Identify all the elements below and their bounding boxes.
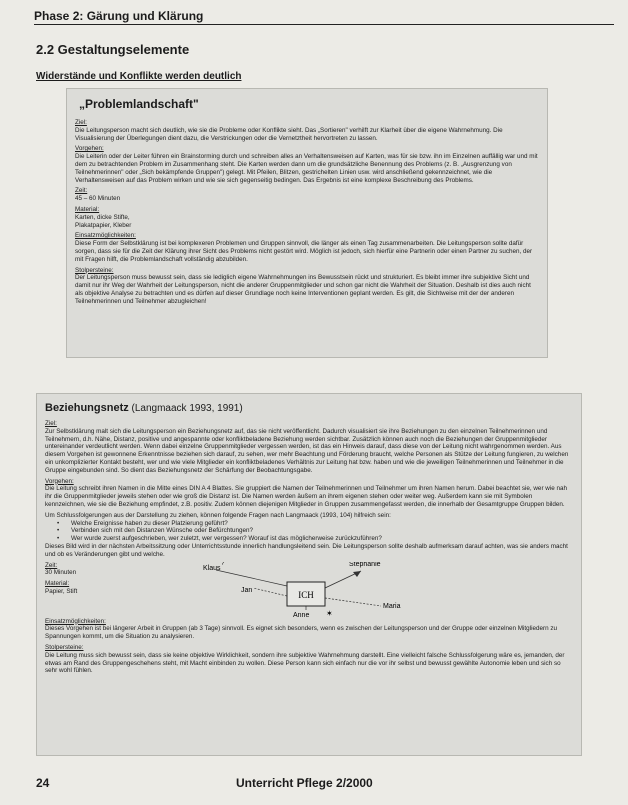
box-title: „Problemlandschaft" — [79, 97, 199, 111]
material-line: Plakatpapier, Kleber — [75, 221, 132, 229]
block-text: 30 Minuten — [45, 569, 77, 577]
block-heading: Zeit: — [75, 187, 88, 195]
block-heading: Einsatzmöglichkeiten: — [75, 232, 136, 240]
list-item: • Wer wurde zuerst aufgeschrieben, wer zuletzt, wer vergessen? Worauf ist das möglicherweise zurückzuführen? — [57, 535, 573, 543]
node-label: Maria — [383, 602, 401, 610]
material-block — [45, 580, 165, 596]
page-number: 24 — [36, 776, 50, 790]
block-text: Papier, Stift — [45, 587, 78, 595]
diagram-svg — [181, 562, 431, 618]
list-item: • Welche Ereignisse haben zu dieser Platzierung geführt? — [57, 520, 573, 528]
questions-block — [45, 512, 573, 559]
block-text: Die Leitung schreibt ihren Namen in die Mitte eines DIN A 4 Blattes. Sie gruppiert die Namen der Teilnehmerinnen und Teilnehmer um ihren Namen herum. Dabei beachtet sie, wer wie nah ihr die Gruppenmitglieder jeweils stehen oder wie groß die Distanz ist. Die Namen werden äußern an ihrem eigenen stehen oder weiter weg. Außerdem kann sie mit Symbolen kennzeichnen, wie sie die Beziehung empfindet, z.B. positiv. Zudem können diejenigen Mitglieder in Gruppen zusammengefasst werden, die innerhalb der Gesamtgruppe Gruppen bilden. — [45, 485, 567, 508]
questions-intro: Um Schlussfolgerungen aus der Darstellung zu ziehen, können folgende Fragen nach Langmaack (1993, 104) hilfreich sein: — [45, 511, 391, 519]
vorgehen-block — [75, 145, 539, 184]
block-heading: Einsatzmöglichkeiten: — [45, 617, 106, 625]
block-heading: Vorgehen: — [75, 145, 104, 153]
box-beziehungsnetz — [36, 393, 582, 756]
diagram-question-mark: ? — [221, 561, 225, 567]
material-line: Karten, dicke Stifte, — [75, 213, 130, 221]
section-title: 2.2 Gestaltungselemente — [36, 42, 190, 57]
zeit-block — [75, 187, 539, 203]
block-text: Diese Form der Selbstklärung ist bei komplexeren Problemen und Gruppen sinnvoll, die länger als einen Tag zusammenarbeiten. Die Leitungsperson sollte dafür sorgen, dass sie für die Zeit der Klärung ihrer Sicht des Problems nicht gestört wird. Möglich ist jedoch, sich hierfür eine Partnerin oder einen Partner zu suchen, der mit Fragen hilft, die Problemlandschaft vollständig abzubilden. — [75, 240, 533, 263]
block-heading: Material: — [45, 580, 70, 588]
page-header: Phase 2: Gärung und Klärung — [34, 9, 614, 25]
diagram-row — [45, 562, 573, 618]
subsection-title: Widerstände und Konflikte werden deutlich — [36, 71, 242, 82]
ziel-block — [45, 420, 573, 475]
journal-name: Unterricht Pflege 2/2000 — [236, 776, 373, 790]
link-klaus — [216, 570, 287, 586]
block-heading: Zeit: — [45, 561, 58, 569]
lightning-icon: ✶ — [326, 608, 333, 618]
ich-label: ICH — [298, 589, 314, 600]
block-heading: Material: — [75, 205, 100, 213]
block-text: Die Leitung muss sich bewusst sein, dass sie keine objektive Wirklichkeit, sondern ihre subjektive Wahrnehmung darstellt. Eine vielleicht falsche Schlussfolgerung wäre es, jemanden, der etwas am Rand des Gruppengeschehens steht, mit Macht einbinden zu wollen. Diese Person kann sich einfach nur die vor ihr selbst und bewusst gewählte Autonomie leben und sich so sehr wohl fühlen. — [45, 651, 565, 675]
node-label: Jan — [241, 586, 253, 594]
block-heading: Vorgehen: — [45, 477, 74, 485]
einsatz-block — [45, 618, 573, 641]
diagram-left-info — [45, 562, 165, 599]
box-title: Beziehungsnetz — [45, 402, 129, 414]
link-jan — [253, 588, 287, 596]
block-text: Zur Selbstklärung malt sich die Leitungsperson ein Beziehungsnetz auf, das sie nicht veröffentlicht. Dadurch visualisiert sie ihre Beziehungen zu den einzelnen Teilnehmerinnen und Teilnehmern, d.h. Nähe, Distanz, positive und angespannte oder konfliktbeladene Beziehung werden sichtbar. Zusätzlich können auch noch die Beziehungen der Gruppenmitglieder untereinander verdeutlicht werden. Wenn dabei einzelne Gruppenmitglieder vergessen werden, ist das ein Hinweis darauf, dass diese von der Leitung nicht wahrgenommen werden. Aus diesem Vorgehen ist gewonnene Erkenntnisse beziehen sich darauf, zu sehen, wer mehr Beachtung und Förderung braucht, welche Personen als Stütze der Leitung fungieren, zu welchen ein unkomplizierter Kontakt besteht, wer und wie viele Mitglieder ein konfliktbeladenes Verhältnis zur Leitung hat bzw. haben und wie die jeweiligen Teilnehmerinnen und Teilnehmer in die Gruppe eingebunden sind. So dient das Beziehungsnetz der Schärfung der Beobachtungsgabe. — [45, 427, 569, 474]
block-text: Dieses Vorgehen ist bei längerer Arbeit in Gruppen (ab 3 Tage) sinnvoll. Es eignet sich besonders, wenn es zwischen der Leitungsperson und der Gruppe oder einzelnen Mitgliedern zu Spannungen kommt, um die Situation zu analysieren. — [45, 625, 557, 641]
box-problemlandschaft — [66, 88, 548, 358]
page-footer — [36, 776, 582, 792]
stolpersteine-block — [75, 267, 539, 306]
relationship-diagram — [181, 562, 431, 618]
list-item: • Verbinden sich mit den Distanzen Wünsche oder Befürchtungen? — [57, 527, 573, 535]
block-text: Dieses Bild wird in der nächsten Arbeitssitzung oder Unterrichtsstunde innerlich handlungsleitend sein. Die Leitungsperson sollte deshalb aufmerksam darauf achten, was sie anders macht und ob es Veränderungen gibt und welche. — [45, 542, 568, 558]
ziel-block — [75, 119, 539, 142]
block-text: 45 – 60 Minuten — [75, 195, 121, 203]
block-text: Der Leitungsperson muss bewusst sein, dass sie lediglich eigene Wahrnehmungen ins Bewusstsein rückt und strukturiert. Es bleibt immer ihre subjektive Sicht und damit nur ihr Weg der Wahrheit der Leitungsperson, nicht die anderer Gruppenmitglieder und schon gar nicht die Wahrheit der Situation. Deshalb ist dies auch nicht als objektive Analyse zu betrachten und es dürfen auf dieser Grundlage noch keine Interventionen geplant werden. Es gilt, die Sichtweise mit der der anderen Teilnehmerinnen und Teilnehmer abzugleichen! — [75, 274, 531, 305]
vorgehen-block — [45, 478, 573, 509]
block-text: Die Leitungsperson macht sich deutlich, wie sie die Probleme oder Konflikte sieht. Das „Sortieren" verhilft zur Klarheit über die eigene Wahrnehmung. Die Visualisierung der Überlegungen dient dazu, die Verstrickungen oder die Vernetztheit hervortreten zu lassen. — [75, 126, 503, 142]
node-label: Klaus — [203, 564, 221, 572]
block-heading: Ziel: — [75, 119, 87, 126]
stolpersteine-block — [45, 644, 573, 675]
block-heading: Ziel: — [45, 420, 57, 427]
node-label: Anne — [293, 611, 310, 618]
einsatz-block — [75, 232, 539, 263]
link-maria — [325, 598, 381, 606]
zeit-block — [45, 562, 165, 578]
block-text: Die Leiterin oder der Leiter führen ein Brainstorming durch und schreiben alles an Verhaltensweisen auf Karten, was für sie bzw. ihn im Einzelnen auffällig war und mit dem zu betrachtenden Problem im Zusammenhang steht. Die Karten werden dann um die grundsätzliche Benennung des Problems (z. B. „Ausgrenzung von Teilnehmerinnen" oder „Sich bekämpfende Gruppen") gelegt. Mit Pfeilen, Blitzen, gestrichelten Linien usw. wird anschließend gekennzeichnet, wie die Verhaltensweisen auf das Problem wirken und wie sie sich gegenseitig bedingen. Das Ergebnis ist eine komplexe Beschreibung des Problems. — [75, 153, 538, 184]
node-label: Stephanie — [349, 561, 381, 568]
block-heading: Stolpersteine: — [75, 266, 114, 274]
box-title-source: (Langmaack 1993, 1991) — [131, 403, 243, 414]
question-list — [45, 520, 573, 543]
box-title-line — [45, 402, 573, 414]
block-heading: Stolpersteine: — [45, 643, 84, 651]
material-block — [75, 206, 539, 229]
